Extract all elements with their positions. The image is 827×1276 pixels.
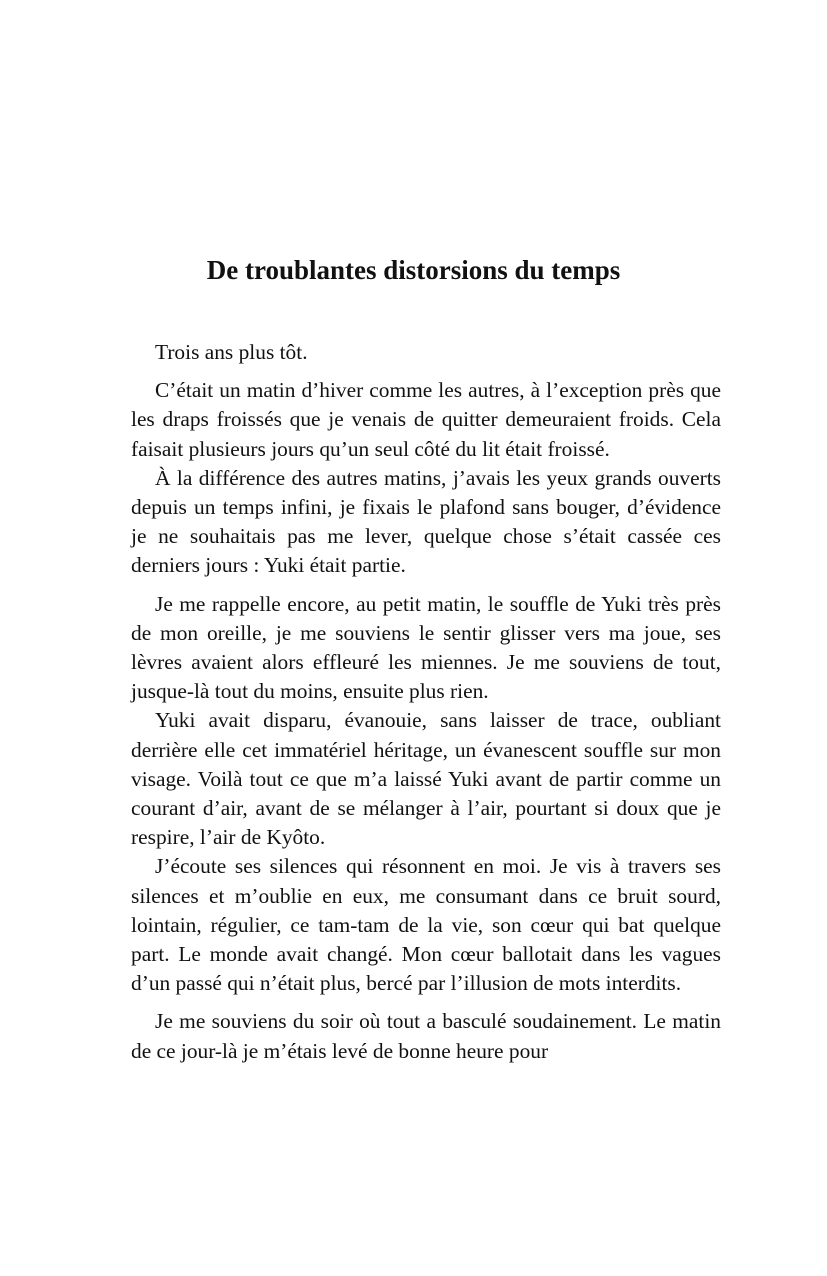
paragraph: Trois ans plus tôt. [155,340,308,364]
paragraph: C’était un matin d’hiver comme les autres, à l’exception près que les draps froissés que je venais de quitter demeuraient froids. Cela faisait plusieurs jours qu’un seul côté du lit était froissé. [131,378,721,461]
paragraph: J’écoute ses silences qui résonnent en moi. Je vis à travers ses silences et m’oublie en eux, me consumant dans ce bruit sourd, lointain, régulier, ce tam-tam de la vie, son cœur qui bat quelque part. Le monde avait changé. Mon cœur ballotait dans les vagues d’un passé qui n’était plus, bercé par l’illusion de mots interdits. [131,854,721,996]
paragraph: À la différence des autres matins, j’avais les yeux grands ouverts depuis un temps infini, je fixais le plafond sans bouger, d’évidence je ne souhaitais pas me lever, quelque chose s’était cassée ces derniers jours : Yuki était partie. [131,465,721,578]
chapter-title: De troublantes distorsions du temps [206,255,621,285]
chapter-body [131,338,721,1066]
paragraph: Je me souviens du soir où tout a basculé soudainement. Le matin de ce jour-là je m’étais levé de bonne heure pour [131,1009,721,1063]
paragraph: Yuki avait disparu, évanouie, sans laisser de trace, oubliant derrière elle cet immatériel héritage, un évanescent souffle sur mon visage. Voilà tout ce que m’a laissé Yuki avant de partir comme un courant d’air, avant de se mélanger à l’air, pourtant si doux que je respire, l’air de Kyôto. [131,708,721,850]
paragraph: Je me rappelle encore, au petit matin, le souffle de Yuki très près de mon oreille, je me souviens le sentir glisser vers ma joue, ses lèvres avaient alors effleuré les miennes. Je me souviens de tout, jusque-là tout du moins, ensuite plus rien. [131,591,721,704]
